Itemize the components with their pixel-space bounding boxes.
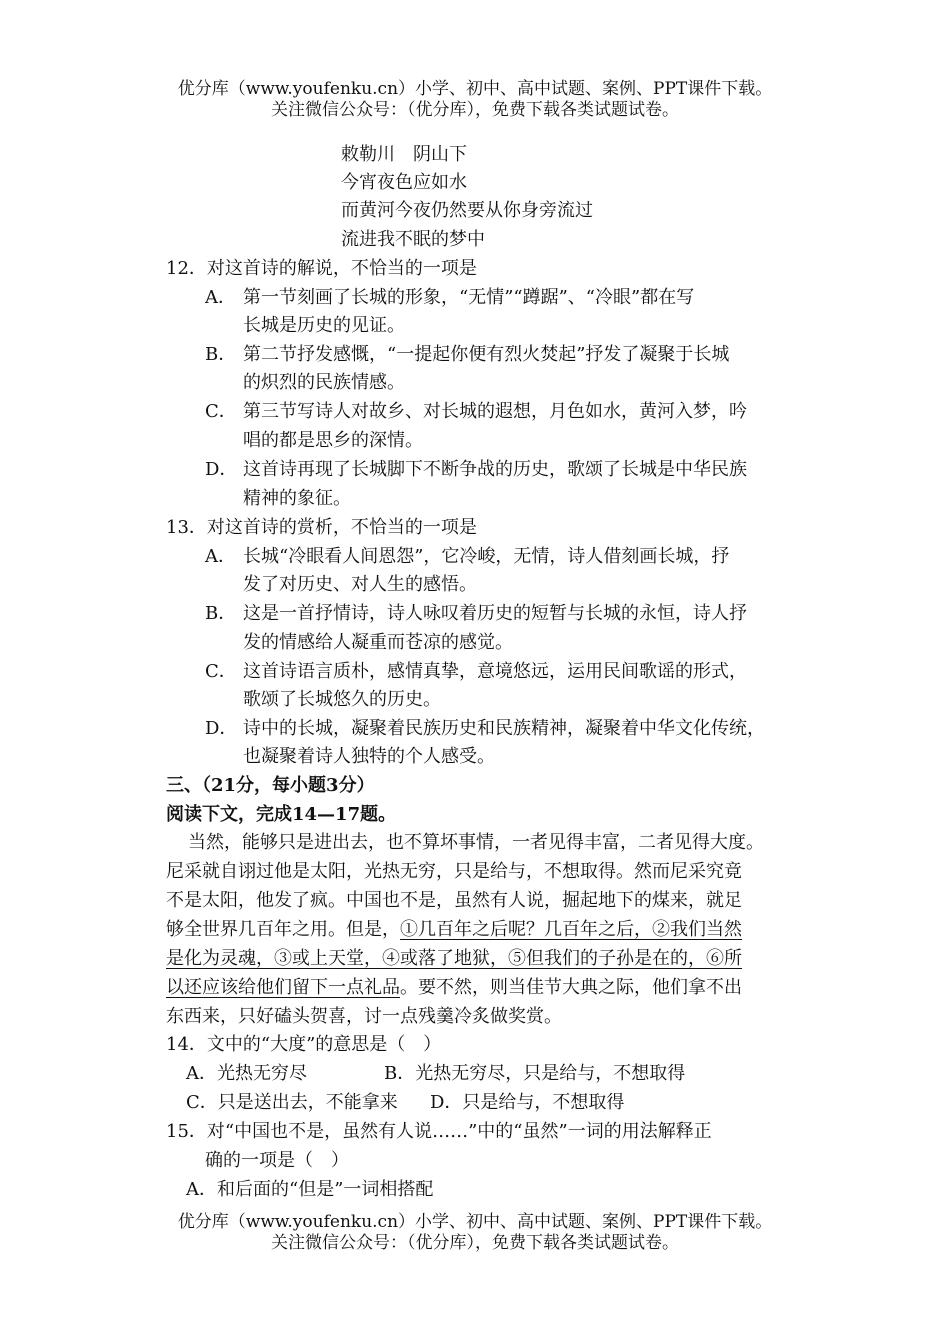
option-letter: C．	[205, 401, 237, 422]
poem-line: 流进我不眠的梦中	[341, 229, 485, 250]
q12-option-c	[205, 400, 747, 424]
option-letter: A．	[205, 546, 236, 567]
q13-option-d-cont: 也凝聚着诗人独特的个人感受。	[243, 746, 495, 767]
question-15-stem-cont: 确的一项是（ ）	[205, 1150, 349, 1171]
question-15-stem: 15．对“中国也不是，虽然有人说……”中的“虽然”一词的用法解释正	[166, 1121, 712, 1142]
header-line-2: 关注微信公众号：（优分库），免费下载各类试题试卷。	[271, 100, 679, 120]
q12-option-a-cont: 长城是历史的见证。	[243, 315, 405, 336]
q13-option-c-cont: 歌颂了长城悠久的历史。	[243, 689, 441, 710]
passage-line-1: 当然，能够只是进出去，也不算坏事情，一者见得丰富，二者见得大度。	[188, 832, 764, 853]
q12-option-b-cont: 的炽烈的民族情感。	[243, 372, 405, 393]
option-text: 这首诗语言质朴，感情真挚，意境悠远，运用民间歌谣的形式，	[243, 661, 747, 682]
option-text: 这首诗再现了长城脚下不断争战的历史，歌颂了长城是中华民族	[243, 459, 747, 480]
option-letter: B．	[205, 344, 237, 365]
q14-option-a: A．光热无穷尽	[186, 1063, 307, 1084]
passage-underlined-text: ①几百年之后呢？几百年之后，②我们当然	[400, 919, 742, 940]
q13-option-d	[205, 717, 765, 741]
q12-option-a	[205, 286, 694, 310]
poem-line: 而黄河今夜仍然要从你身旁流过	[341, 200, 593, 221]
header-line-1: 优分库（www.youfenku.cn）小学、初中、高中试题、案例、PPT课件下载。	[177, 79, 773, 99]
option-letter: C．	[205, 661, 237, 682]
option-letter: B．	[205, 603, 237, 624]
option-text: 第三节写诗人对故乡、对长城的遐想，月色如水，黄河入梦，吟	[243, 401, 747, 422]
question-14-stem: 14．文中的“大度”的意思是（ ）	[166, 1034, 442, 1055]
q13-option-c	[205, 660, 747, 684]
section-3-title: 三、（21分，每小题3分）	[166, 775, 375, 796]
q15-option-a: A．和后面的“但是”一词相搭配	[186, 1179, 434, 1200]
passage-line-3: 不是太阳，他发了疯。中国也不是，虽然有人说，掘起地下的煤来，就足	[166, 890, 742, 911]
question-13-stem: 13．对这首诗的赏析，不恰当的一项是	[166, 517, 477, 538]
footer-line-2: 关注微信公众号：（优分库），免费下载各类试题试卷。	[271, 1233, 679, 1253]
option-text: 长城“冷眼看人间恩怨”，它冷峻，无情，诗人借刻画长城，抒	[243, 546, 730, 567]
question-12-stem: 12．对这首诗的解说，不恰当的一项是	[166, 258, 477, 279]
option-text: 第一节刻画了长城的形象，“无情”“蹲踞”、“冷眼”都在写	[243, 287, 695, 308]
passage-underlined-text: 是化为灵魂，③或上天堂，④或落了地狱，⑤但我们的子孙是在的，⑥所	[166, 948, 742, 969]
passage-line-2: 尼采就自诩过他是太阳，光热无穷，只是给与，不想取得。然而尼采究竟	[166, 861, 742, 882]
poem-line: 敕勒川 阴山下	[341, 144, 467, 165]
q13-option-a	[205, 545, 729, 569]
q14-option-c: C．只是送出去，不能拿来	[186, 1092, 398, 1113]
passage-line-5	[166, 947, 742, 971]
passage-underlined-text: 以还应该给他们留下一点礼品	[166, 977, 400, 998]
option-text: 第二节抒发感慨，“一提起你便有烈火焚起”抒发了凝聚于长城	[243, 344, 730, 365]
passage-line-4	[166, 918, 742, 942]
q13-option-b	[205, 602, 747, 626]
footer-line-1: 优分库（www.youfenku.cn）小学、初中、高中试题、案例、PPT课件下载。	[177, 1212, 773, 1232]
passage-line-7: 东西来，只好磕头贺喜，讨一点残羹冷炙做奖赏。	[166, 1006, 562, 1027]
passage-text: 。要不然，则当佳节大典之际，他们拿不出	[400, 977, 742, 998]
poem-line: 今宵夜色应如水	[341, 172, 467, 193]
q13-option-b-cont: 发的情感给人凝重而苍凉的感觉。	[243, 632, 513, 653]
q14-option-d: D．只是给与，不想取得	[430, 1092, 625, 1113]
q14-option-b: B．光热无穷尽，只是给与，不想取得	[384, 1063, 686, 1084]
option-text: 这是一首抒情诗，诗人咏叹着历史的短暂与长城的永恒，诗人抒	[243, 603, 747, 624]
section-3-instruction: 阅读下文，完成14—17题。	[166, 804, 397, 825]
q12-option-d	[205, 458, 747, 482]
q12-option-c-cont: 唱的都是思乡的深情。	[243, 430, 423, 451]
passage-line-6	[166, 976, 742, 1000]
option-letter: D．	[205, 459, 238, 480]
q12-option-b	[205, 343, 729, 367]
passage-text: 够全世界几百年之用。但是，	[166, 919, 400, 940]
option-text: 诗中的长城，凝聚着民族历史和民族精神，凝聚着中华文化传统，	[243, 718, 765, 739]
q12-option-d-cont: 精神的象征。	[243, 488, 351, 509]
option-letter: A．	[205, 287, 236, 308]
q13-option-a-cont: 发了对历史、对人生的感悟。	[243, 574, 477, 595]
option-letter: D．	[205, 718, 238, 739]
